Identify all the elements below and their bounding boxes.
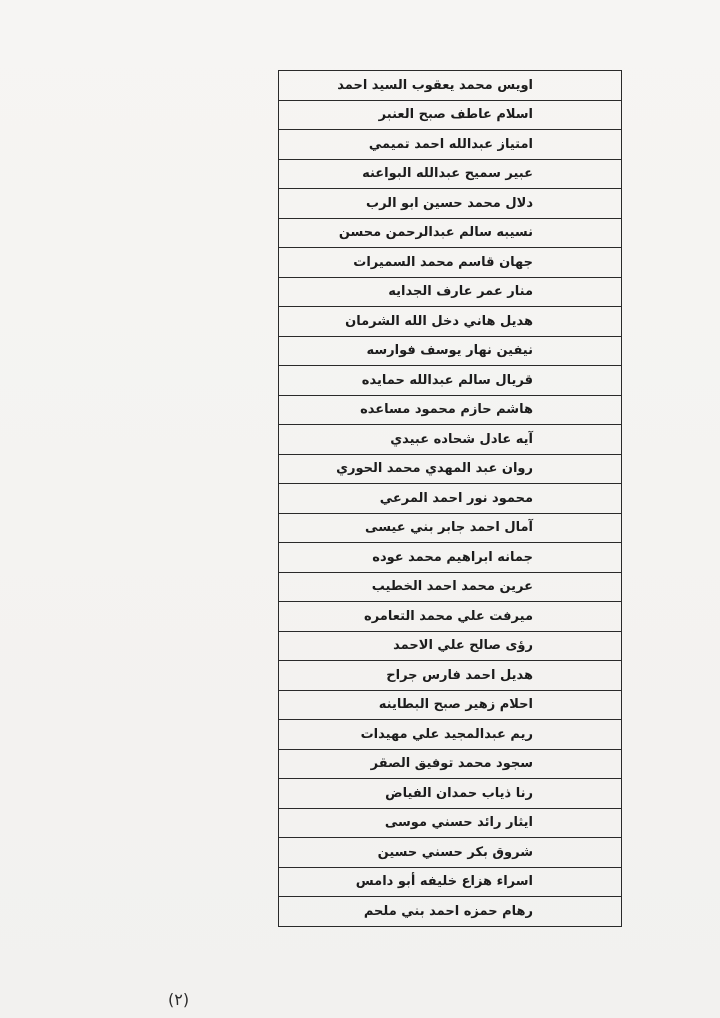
name-cell: ايثار رائد حسني موسى [279, 808, 622, 838]
name-cell: قريال سالم عبدالله حمايده [279, 366, 622, 396]
name-cell: اسراء هزاع خليفه أبو دامس [279, 867, 622, 897]
table-row [279, 130, 622, 160]
name-cell: عبير سميح عبدالله البواعنه [279, 159, 622, 189]
table-row [279, 189, 622, 219]
table-row [279, 838, 622, 868]
table-row [279, 484, 622, 514]
table-row [279, 71, 622, 101]
name-cell: محمود نور احمد المرعي [279, 484, 622, 514]
name-cell: جمانه ابراهيم محمد عوده [279, 543, 622, 573]
table-row [279, 572, 622, 602]
name-cell: رهام حمزه احمد بني ملحم [279, 897, 622, 927]
name-cell: هاشم حازم محمود مساعده [279, 395, 622, 425]
table-row [279, 897, 622, 927]
table-row [279, 159, 622, 189]
table-row [279, 248, 622, 278]
name-cell: اويس محمد يعقوب السيد احمد [279, 71, 622, 101]
name-cell: ميرفت علي محمد التعامره [279, 602, 622, 632]
table-row [279, 277, 622, 307]
table-row [279, 690, 622, 720]
name-cell: منار عمر عارف الجدايه [279, 277, 622, 307]
table-row [279, 867, 622, 897]
name-cell: سجود محمد توفيق الصقر [279, 749, 622, 779]
table-row [279, 366, 622, 396]
table-row [279, 779, 622, 809]
table-row [279, 218, 622, 248]
name-cell: امتياز عبدالله احمد تميمي [279, 130, 622, 160]
name-cell: شروق بكر حسني حسين [279, 838, 622, 868]
table-row [279, 100, 622, 130]
table-row [279, 395, 622, 425]
names-table [278, 70, 622, 927]
table-row [279, 513, 622, 543]
name-cell: احلام زهير صبح البطاينه [279, 690, 622, 720]
table-row [279, 631, 622, 661]
name-cell: هديل احمد فارس جراح [279, 661, 622, 691]
table-row [279, 661, 622, 691]
table-row [279, 336, 622, 366]
table-row [279, 543, 622, 573]
name-cell: آيه عادل شحاده عبيدي [279, 425, 622, 455]
name-cell: نيفين نهار يوسف فوارسه [279, 336, 622, 366]
name-cell: نسيبه سالم عبدالرحمن محسن [279, 218, 622, 248]
names-table-body [279, 71, 622, 927]
page-number: (٢) [168, 990, 190, 1009]
name-cell: جهان قاسم محمد السميرات [279, 248, 622, 278]
name-cell: دلال محمد حسين ابو الرب [279, 189, 622, 219]
table-row [279, 454, 622, 484]
name-cell: روان عبد المهدي محمد الحوري [279, 454, 622, 484]
name-cell: هديل هاني دخل الله الشرمان [279, 307, 622, 337]
name-cell: رنا ذياب حمدان الفياض [279, 779, 622, 809]
name-cell: عرين محمد احمد الخطيب [279, 572, 622, 602]
table-row [279, 749, 622, 779]
table-row [279, 425, 622, 455]
table-row [279, 602, 622, 632]
table-row [279, 808, 622, 838]
name-cell: اسلام عاطف صبح العنبر [279, 100, 622, 130]
name-cell: رؤى صالح علي الاحمد [279, 631, 622, 661]
table-row [279, 720, 622, 750]
table-row [279, 307, 622, 337]
name-cell: آمال احمد جابر بني عيسى [279, 513, 622, 543]
name-cell: ريم عبدالمجيد علي مهيدات [279, 720, 622, 750]
